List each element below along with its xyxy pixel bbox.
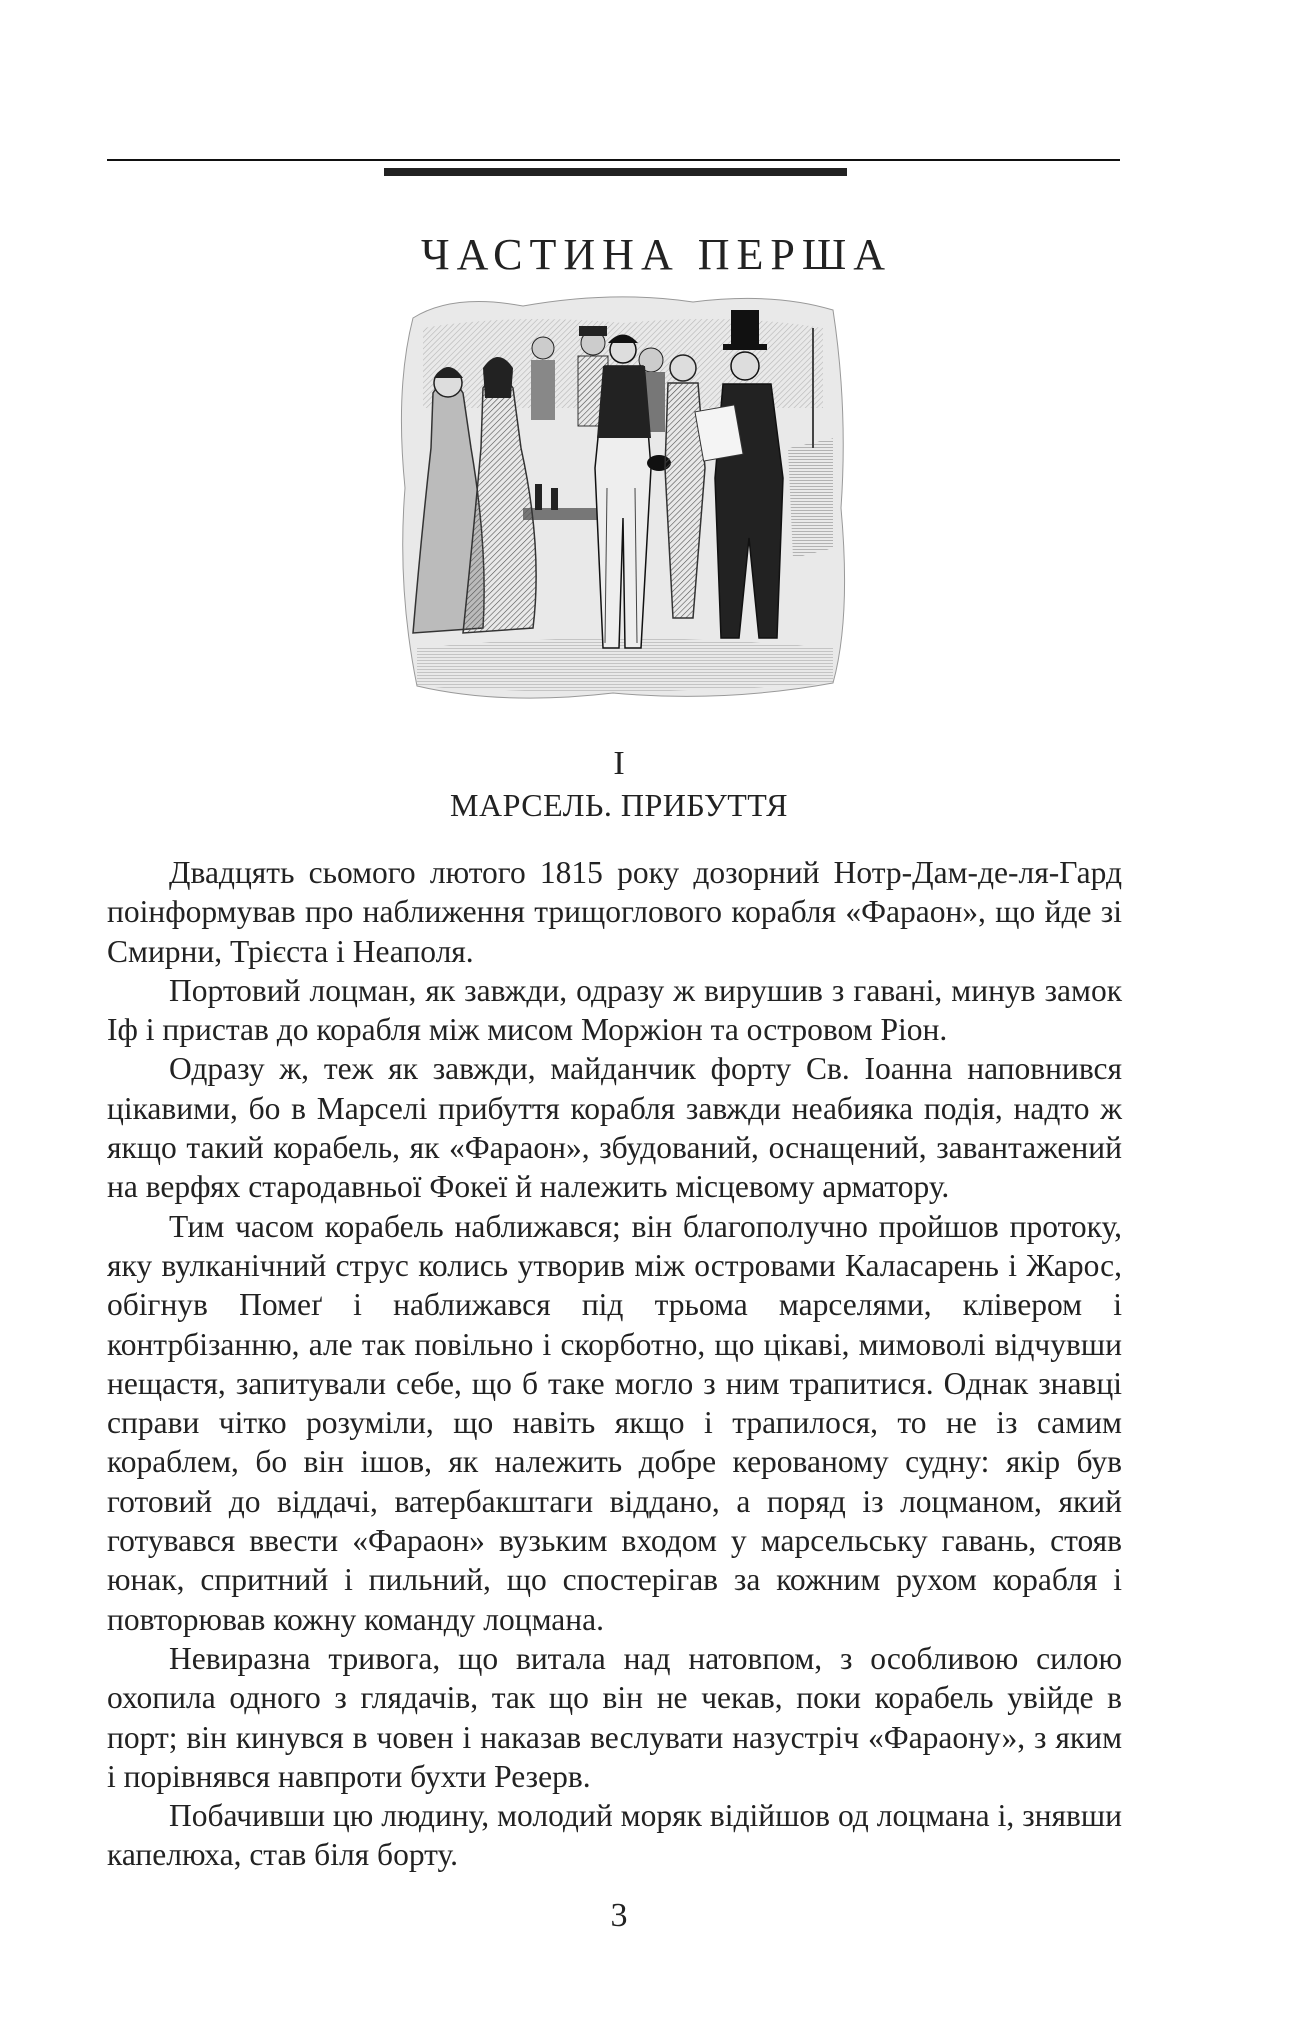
chapter-title: МАРСЕЛЬ. ПРИБУТТЯ	[450, 787, 788, 823]
paragraph: Побачивши цю людину, молодий моряк відійшов од лоцмана і, знявши капелюха, став біля борту.	[107, 1798, 1122, 1873]
paragraph: Невиразна тривога, що витала над натовпом, з особливою силою охопила одного з глядачів, так що він не чекав, поки корабель увійде в порт; він кинувся в човен і наказав веслувати назустріч «Фараону», з яким і порівнявся навпроти бухти Резерв.	[107, 1640, 1122, 1794]
paragraph: Тим часом корабель наближався; він благополучно пройшов протоку, яку вулканічний струс колись утворив між островами Каласарень і Жарос, обігнув Помеґ і наближався під трьома марселями, клівером і контрбізанню, але так повільно і скорботно, що цікаві, мимоволі відчувши нещастя, запитували себе, що б таке могло з ним трапитися. Однак знавці справи чітко розуміли, що навіть якщо і трапилося, то не із самим кораблем, бо він ішов, як належить добре керованому судну: якір був готовий до віддачі, ватербакштаги віддано, а поряд із лоцманом, який готувався ввести «Фараон» вузьким входом у марсельську гавань, стояв юнак, спритний і пильний, що спостерігав за кожним рухом корабля і повторював кожну команду лоцмана.	[107, 1208, 1122, 1637]
header-thin-rule	[107, 159, 1120, 161]
chapter-number: I	[613, 745, 625, 782]
chapter-body	[107, 853, 1122, 1875]
part-title: ЧАСТИНА ПЕРША	[420, 230, 892, 280]
paragraph: Портовий лоцман, як завжди, одразу ж вирушив з гавані, минув замок Іф і пристав до корабля між мисом Моржіон та островом Ріон.	[107, 972, 1122, 1048]
paragraph: Одразу ж, теж як завжди, майданчик форту Св. Іоанна наповнився цікавими, бо в Марселі прибуття корабля завжди неабияка подія, надто ж якщо такий корабель, як «Фараон», збудований, оснащений, завантажений на верфях стародавньої Фокеї й належить місцевому арматору.	[107, 1051, 1122, 1205]
page-number: 3	[610, 1897, 628, 1934]
header-thick-rule	[384, 168, 847, 176]
engraving-harbor-scene-icon	[393, 288, 851, 706]
paragraph: Двадцять сьомого лютого 1815 року дозорний Нотр-Дам-де-ля-Гард поінформував про наближення трищоглового корабля «Фараон», що йде зі Смирни, Трієста і Неаполя.	[107, 855, 1122, 969]
